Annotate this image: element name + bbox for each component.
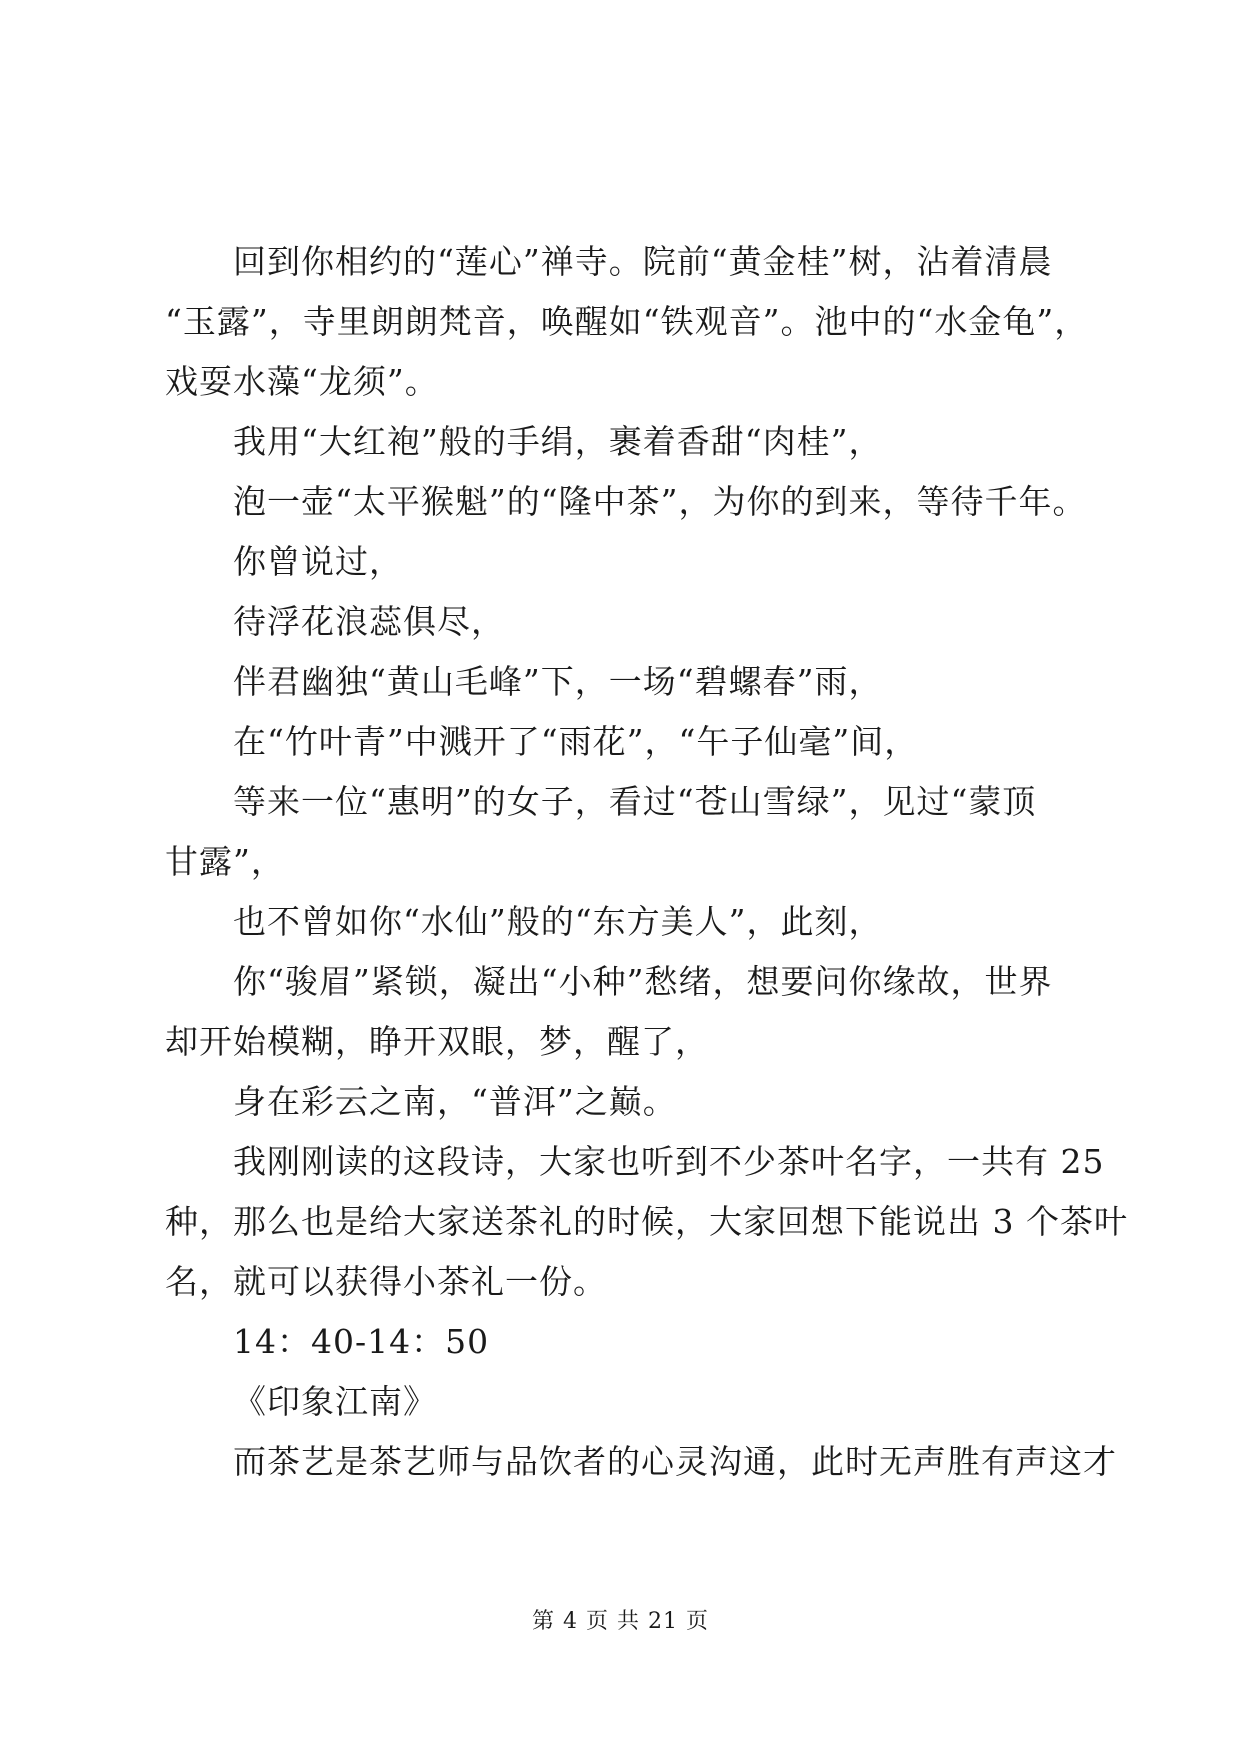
text-line: 我用“大红袍”般的手绢，裹着香甜“肉桂”，: [233, 422, 883, 461]
text-line: 而茶艺是茶艺师与品饮者的心灵沟通，此时无声胜有声这才: [233, 1442, 1117, 1481]
text-line: 待浮花浪蕊俱尽，: [233, 602, 505, 641]
text-line: 《印象江南》: [233, 1382, 437, 1421]
text-line: 却开始模糊，睁开双眼，梦，醒了，: [165, 1022, 709, 1061]
text-line: 名，就可以获得小茶礼一份。: [165, 1262, 607, 1301]
document-body: [165, 232, 1128, 1492]
text-line: 伴君幽独“黄山毛峰”下，一场“碧螺春”雨，: [233, 662, 883, 701]
page-footer: 第 4 页 共 21 页: [532, 1609, 709, 1634]
text-line: 身在彩云之南，“普洱”之巅。: [233, 1082, 677, 1121]
text-line: 也不曾如你“水仙”般的“东方美人”，此刻，: [233, 902, 883, 941]
text-line: 甘露”，: [165, 842, 285, 881]
text-line: 等来一位“惠明”的女子，看过“苍山雪绿”，见过“蒙顶: [233, 782, 1037, 821]
text-line: 回到你相约的“莲心”禅寺。院前“黄金桂”树，沾着清晨: [233, 242, 1053, 281]
text-line: 泡一壶“太平猴魁”的“隆中茶”，为你的到来，等待千年。: [233, 482, 1087, 521]
text-line: 我刚刚读的这段诗，大家也听到不少茶叶名字，一共有 25: [233, 1142, 1105, 1181]
text-line: 14：40-14：50: [233, 1322, 490, 1361]
text-line: 戏耍水藻“龙须”。: [165, 362, 439, 401]
text-line: 种，那么也是给大家送茶礼的时候，大家回想下能说出 3 个茶叶: [165, 1202, 1128, 1241]
text-line: 在“竹叶青”中溅开了“雨花”，“午子仙毫”间，: [233, 722, 919, 761]
text-line: “玉露”，寺里朗朗梵音，唤醒如“铁观音”。池中的“水金龟”，: [165, 302, 1089, 341]
text-line: 你“骏眉”紧锁，凝出“小种”愁绪，想要问你缘故，世界: [233, 962, 1053, 1001]
text-line: 你曾说过，: [233, 542, 403, 581]
